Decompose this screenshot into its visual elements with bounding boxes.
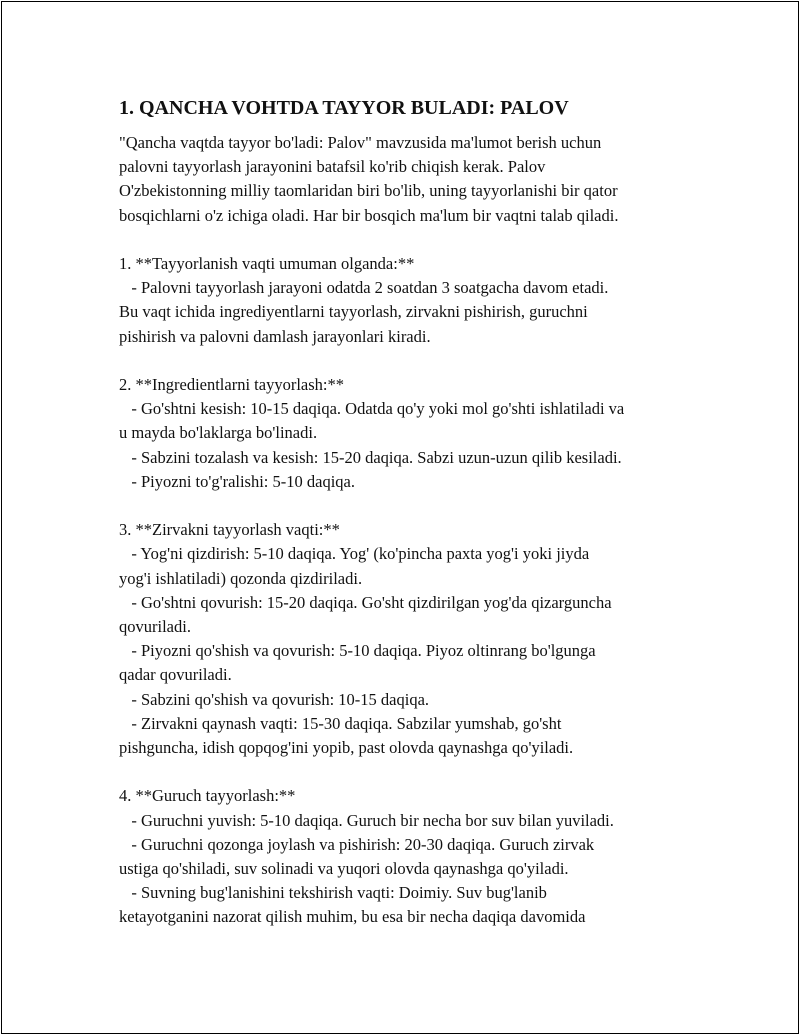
text-line: - Go'shtni qovurish: 15-20 daqiqa. Go'sht qizdirilgan yog'da qizarguncha: [119, 592, 612, 612]
text-line: - Zirvakni qaynash vaqti: 15-30 daqiqa. Sabzilar yumshab, go'sht: [119, 713, 562, 733]
text-line: "Qancha vaqtda tayyor bo'ladi: Palov" mavzusida ma'lumot berish uchun: [119, 133, 602, 152]
text-line: - Go'shtni kesish: 10-15 daqiqa. Odatda qo'y yoki mol go'shti ishlatiladi va: [119, 399, 625, 419]
text-line: O'zbekistonning milliy taomlaridan biri bo'lib, uning tayyorlanishi bir qator: [119, 181, 618, 201]
text-line: - Yog'ni qizdirish: 5-10 daqiqa. Yog' (ko'pincha paxta yog'i yoki jiyda: [119, 544, 590, 564]
section-heading: 2. **Ingredientlarni tayyorlash:**: [119, 375, 344, 394]
text-line: yog'i ishlatiladi) qozonda qizdiriladi.: [119, 568, 363, 588]
section-4: [119, 784, 699, 929]
text-line: - Guruchni qozonga joylash va pishirish: 20-30 daqiqa. Guruch zirvak: [119, 834, 595, 854]
text-line: qovuriladi.: [119, 617, 191, 637]
text-line: u mayda bo'laklarga bo'linadi.: [119, 423, 318, 443]
document-body: [119, 95, 699, 930]
text-line: - Sabzini qo'shish va qovurish: 10-15 daqiqa.: [119, 689, 430, 709]
section-heading: 3. **Zirvakni tayyorlash vaqti:**: [119, 520, 340, 540]
section-2: [119, 373, 699, 494]
text-line: - Piyozni to'g'ralishi: 5-10 daqiqa.: [119, 471, 355, 491]
document-title: 1. QANCHA VOHTDA TAYYOR BULADI: PALOV: [119, 97, 569, 119]
text-line: - Piyozni qo'shish va qovurish: 5-10 daqiqa. Piyoz oltinrang bo'lgunga: [119, 641, 596, 661]
text-line: pishirish va palovni damlash jarayonlari kiradi.: [119, 326, 431, 346]
text-line: - Palovni tayyorlash jarayoni odatda 2 soatdan 3 soatgacha davom etadi.: [119, 278, 609, 298]
section-3: [119, 518, 699, 760]
section-1: [119, 252, 699, 349]
text-line: ketayotganini nazorat qilish muhim, bu esa bir necha daqiqa davomida: [119, 907, 586, 927]
text-line: bosqichlarni o'z ichiga oladi. Har bir bosqich ma'lum bir vaqtni talab qiladi.: [119, 205, 619, 225]
intro-paragraph: [119, 131, 699, 228]
text-line: - Suvning bug'lanishini tekshirish vaqti: Doimiy. Suv bug'lanib: [119, 883, 547, 903]
text-line: Bu vaqt ichida ingrediyentlarni tayyorlash, zirvakni pishirish, guruchni: [119, 302, 588, 322]
document-page: [1, 1, 799, 1034]
text-line: palovni tayyorlash jarayonini batafsil ko'rib chiqish kerak. Palov: [119, 157, 546, 177]
section-heading: 4. **Guruch tayyorlash:**: [119, 786, 296, 806]
text-line: - Sabzini tozalash va kesish: 15-20 daqiqa. Sabzi uzun-uzun qilib kesiladi.: [119, 447, 622, 467]
text-line: qadar qovuriladi.: [119, 665, 232, 685]
text-line: ustiga qo'shiladi, suv solinadi va yuqori olovda qaynashga qo'yiladi.: [119, 859, 569, 879]
section-heading: 1. **Tayyorlanish vaqti umuman olganda:**: [119, 254, 415, 273]
text-line: pishguncha, idish qopqog'ini yopib, past olovda qaynashga qo'yiladi.: [119, 738, 574, 758]
text-line: - Guruchni yuvish: 5-10 daqiqa. Guruch bir necha bor suv bilan yuviladi.: [119, 810, 614, 830]
